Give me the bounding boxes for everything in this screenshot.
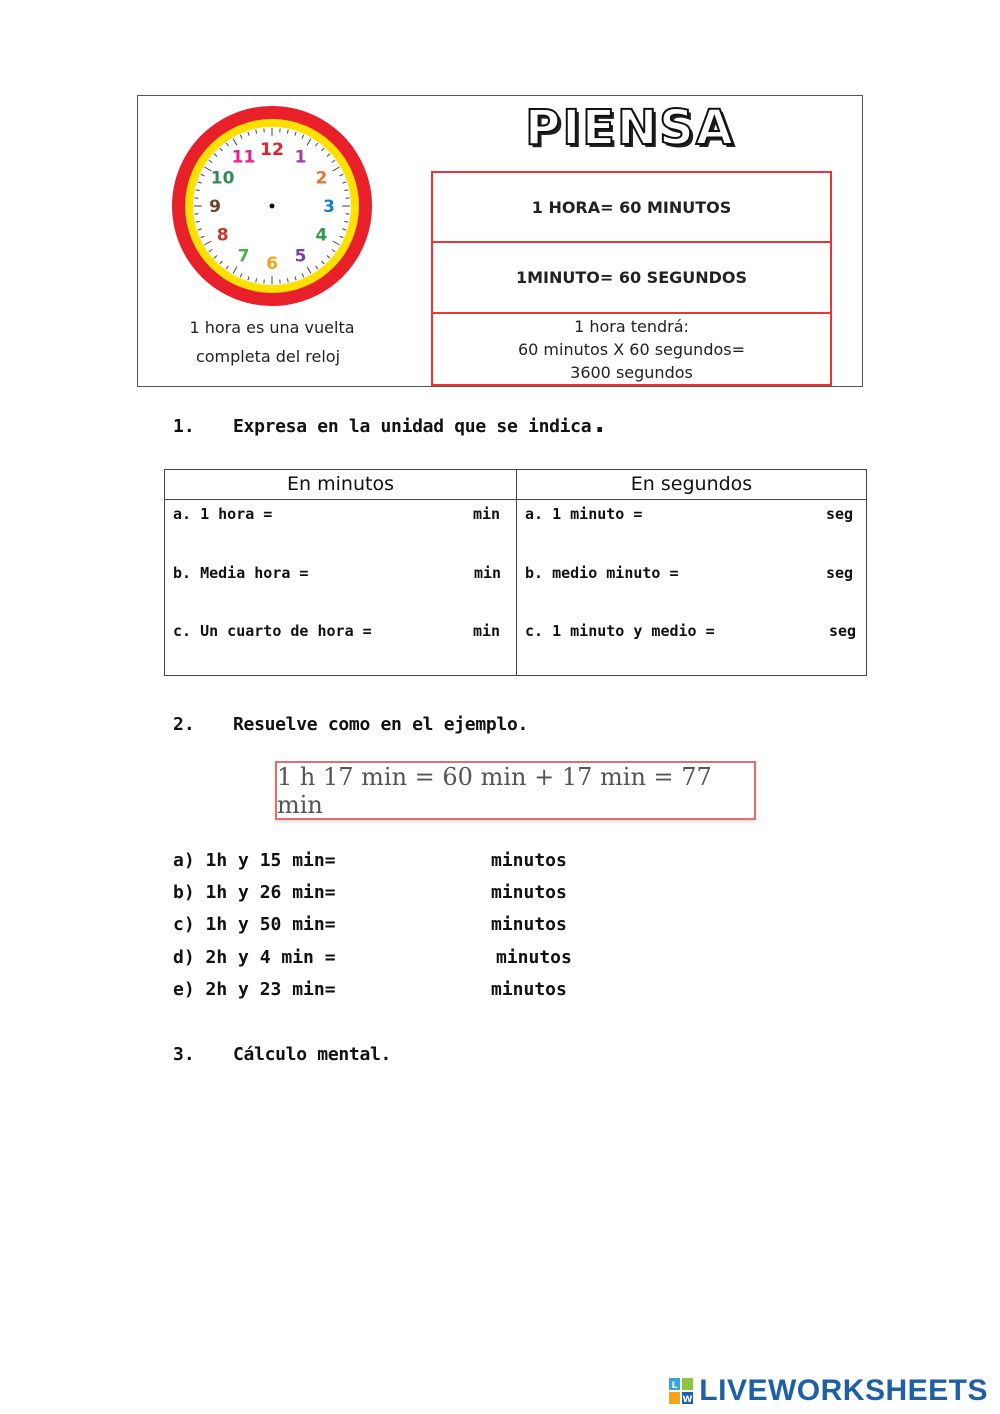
minutes-row-a-unit: min	[473, 505, 501, 523]
logo-letter-l: L	[671, 1381, 678, 1391]
clock-number-3: 3	[323, 197, 335, 217]
liveworksheets-logo-icon	[669, 1378, 693, 1404]
table-header-seconds: En segundos	[630, 473, 753, 495]
seconds-row-b-label: b. medio minuto =	[525, 564, 679, 582]
minutes-row-c-label: c. Un cuarto de hora =	[173, 622, 372, 640]
minutes-row-a-label: a. 1 hora =	[173, 505, 273, 523]
exercise-c-unit: minutos	[491, 914, 567, 935]
clock-number-9: 9	[209, 197, 221, 217]
clock-number-5: 5	[294, 246, 307, 267]
minutes-row-b-unit: min	[474, 564, 502, 582]
exercise-a-unit: minutos	[491, 850, 567, 871]
clock-number-8: 8	[216, 225, 229, 246]
q2-number: 2.	[173, 714, 195, 735]
liveworksheets-brand-text: LIVEWORKSHEETS	[699, 1374, 988, 1407]
example-text: 1 h 17 min = 60 min + 17 min = 77 min	[277, 762, 712, 819]
minutes-row-c-unit: min	[473, 622, 501, 640]
clock-number-11: 11	[231, 147, 256, 168]
exercise-d-unit: minutos	[496, 947, 572, 968]
fact-seconds-line3: 3600 segundos	[570, 362, 693, 382]
piensa-title: PIENSA	[525, 100, 735, 156]
table-column-divider	[516, 470, 517, 675]
fact-seconds-line1: 1 hora tendrá:	[574, 316, 689, 336]
fact-hour-text: 1 HORA= 60 MINUTOS	[531, 197, 732, 217]
exercise-b-label: b) 1h y 26 min=	[173, 882, 336, 903]
seconds-row-b-unit: seg	[826, 564, 854, 582]
table-header-minutes: En minutos	[287, 473, 394, 495]
clock-number-6: 6	[266, 254, 278, 274]
table-header-divider	[165, 499, 866, 500]
q2-text: Resuelve como en el ejemplo.	[233, 714, 529, 735]
clock-number-12: 12	[260, 140, 284, 160]
seconds-row-c-label: c. 1 minuto y medio =	[525, 622, 715, 640]
clock-number-7: 7	[237, 246, 250, 267]
logo-letter-w: W	[682, 1395, 693, 1404]
example-box	[275, 761, 756, 820]
seconds-row-c-unit: seg	[829, 622, 857, 640]
liveworksheets-brand[interactable]	[669, 1374, 988, 1408]
q3-text: Cálculo mental.	[233, 1044, 392, 1065]
fact-box-minute	[431, 241, 832, 314]
conversion-table	[164, 469, 867, 676]
q1-text	[233, 406, 608, 439]
exercise-b-unit: minutos	[491, 882, 567, 903]
clock-image	[170, 104, 374, 308]
exercise-c-label: c) 1h y 50 min=	[173, 914, 336, 935]
exercise-e-unit: minutos	[491, 979, 567, 1000]
fact-seconds-line2: 60 minutos X 60 segundos=	[517, 339, 746, 359]
exercise-d-label: d) 2h y 4 min =	[173, 947, 336, 968]
seconds-row-a-label: a. 1 minuto =	[525, 505, 643, 523]
q1-number: 1.	[173, 416, 195, 437]
clock-number-2: 2	[315, 168, 328, 189]
q1-text-dot: .	[591, 406, 608, 439]
clock-caption-line1: 1 hora es una vuelta	[189, 318, 355, 337]
fact-box-hour	[431, 171, 832, 243]
exercise-e-label: e) 2h y 23 min=	[173, 979, 336, 1000]
clock-number-10: 10	[210, 168, 235, 189]
q3-number: 3.	[173, 1044, 195, 1065]
fact-box-seconds	[431, 312, 832, 386]
clock-caption-line2: completa del reloj	[195, 347, 341, 366]
clock-number-4: 4	[315, 225, 328, 246]
q1-text-main: Expresa en la unidad que se indica	[233, 416, 592, 437]
clock-number-1: 1	[294, 147, 307, 168]
fact-minute-text: 1MINUTO= 60 SEGUNDOS	[515, 268, 748, 287]
exercise-a-label: a) 1h y 15 min=	[173, 850, 336, 871]
minutes-row-b-label: b. Media hora =	[173, 564, 309, 582]
seconds-row-a-unit: seg	[826, 505, 854, 523]
